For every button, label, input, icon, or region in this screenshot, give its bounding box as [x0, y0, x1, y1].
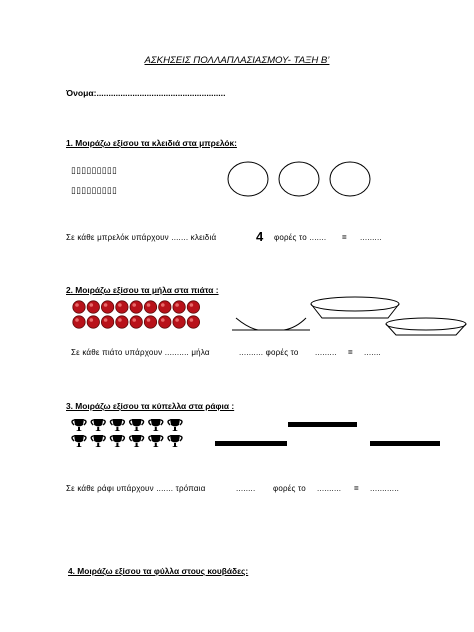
apple-icon [87, 301, 99, 313]
exercise-1-equals: = [342, 233, 347, 242]
name-field[interactable]: Όνομα:...................................................... [66, 88, 226, 98]
exercise-1-sentence-part1: Σε κάθε μπρελόκ υπάρχουν ....... κλειδιά [66, 233, 217, 242]
apple-icon [173, 301, 185, 313]
exercise-1-heading: 1. Μοιράζω εξίσου τα κλειδιά στα μπρελόκ: [66, 138, 237, 148]
trophy-icon [91, 435, 105, 447]
trophy-icon [72, 419, 86, 431]
worksheet-title: ΑΣΚΗΣΕΙΣ ΠΟΛΛΑΠΛΑΣΙΑΣΜΟΥ- ΤΑΞΗ Β’ [144, 55, 330, 66]
trophy-icon [149, 419, 163, 431]
exercise-3-answer[interactable]: ............ [370, 484, 400, 493]
apple-icon [173, 316, 185, 328]
apples-group [73, 301, 200, 328]
apple-icon [187, 316, 199, 328]
exercise-3-equals: = [354, 484, 359, 493]
exercise-2-equals: = [348, 348, 353, 357]
exercise-1-sentence-part2: φορές το ....... [274, 233, 327, 242]
plate-1-icon [232, 318, 310, 330]
trophy-icon [110, 435, 124, 447]
exercise-2-sentence-part1: Σε κάθε πιάτο υπάρχουν .......... μήλα [71, 348, 210, 357]
apple-icon [101, 301, 113, 313]
keychain-ellipse-2 [279, 162, 319, 196]
apple-icon [101, 316, 113, 328]
exercise-3-sentence-part1: Σε κάθε ράφι υπάρχουν ....... τρόπαια [66, 484, 206, 493]
keys-row-2: ▯▯▯▯▯▯▯▯▯ [71, 186, 118, 196]
exercise-3-sentence-part4: .......... [317, 484, 342, 493]
apple-icon [73, 301, 85, 313]
shelf-3 [370, 441, 440, 446]
trophy-icon [149, 435, 163, 447]
apple-icon [130, 316, 142, 328]
exercise-4-heading: 4. Μοιράζω εξίσου τα φύλλα στους κουβάδες: [68, 566, 249, 576]
exercise-1-number: 4 [256, 229, 264, 244]
exercise-2-heading: 2. Μοιράζω εξίσου τα μήλα στα πιάτα : [66, 285, 219, 295]
plate-3-icon [386, 318, 466, 335]
trophy-icon [130, 435, 144, 447]
apple-icon [159, 316, 171, 328]
exercise-1-answer[interactable]: ......... [360, 233, 382, 242]
trophy-icon [72, 435, 86, 447]
shelf-2 [215, 441, 287, 446]
apple-icon [187, 301, 199, 313]
keychain-ellipse-1 [228, 162, 268, 196]
keychain-ellipse-3 [330, 162, 370, 196]
keys-row-1: ▯▯▯▯▯▯▯▯▯ [71, 166, 118, 176]
exercise-3-heading: 3. Μοιράζω εξίσου τα κύπελλα στα ράφια : [66, 401, 235, 411]
apple-icon [144, 301, 156, 313]
trophy-icon [130, 419, 144, 431]
exercise-3-sentence-part2: ........ [236, 484, 256, 493]
apple-icon [130, 301, 142, 313]
apple-icon [87, 316, 99, 328]
exercise-2-sentence-part2: .......... φορές το [239, 348, 299, 357]
plate-2-icon [311, 297, 399, 318]
apple-icon [73, 316, 85, 328]
apple-icon [116, 301, 128, 313]
exercise-2-sentence-part3: ......... [315, 348, 337, 357]
shelf-1 [288, 422, 357, 427]
trophy-icon [168, 435, 182, 447]
trophy-icon [168, 419, 182, 431]
trophy-icon [91, 419, 105, 431]
trophies-group [72, 419, 182, 447]
exercise-3-sentence-part3: φορές το [273, 484, 306, 493]
apple-icon [116, 316, 128, 328]
exercise-2-answer[interactable]: ....... [364, 348, 381, 357]
apple-icon [144, 316, 156, 328]
trophy-icon [110, 419, 124, 431]
apple-icon [159, 301, 171, 313]
